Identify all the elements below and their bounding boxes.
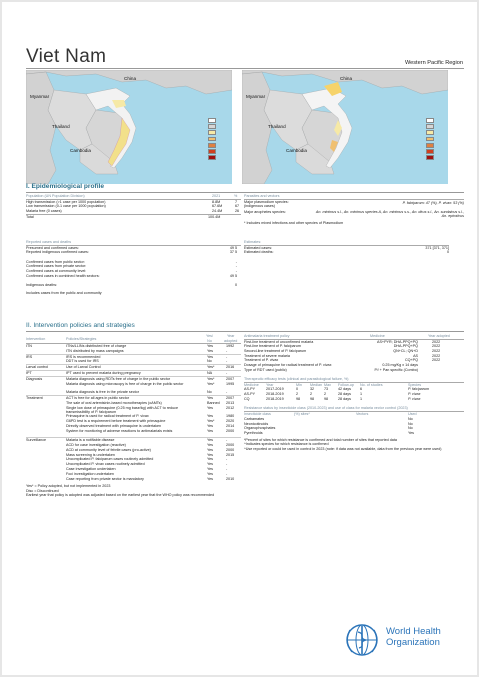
who-emblem-icon — [344, 622, 380, 658]
policy-year: 2000 — [226, 447, 235, 452]
population-value: 8.8M — [212, 199, 221, 204]
resistance-footnote: *Percent of sites for which resistance is confirmed and total number of sites that reported data — [244, 437, 397, 442]
cases-value: 49 5 — [229, 245, 237, 250]
policy-text: Malaria diagnosis is free in the private sector — [66, 390, 139, 395]
legend-swatch — [426, 143, 434, 148]
resistance-col: Insecticide class — [244, 412, 271, 417]
policies-col-yesno: Yes/ No — [206, 334, 214, 343]
policy-yesno: Yes — [207, 405, 214, 410]
efficacy-cell: 1 — [360, 391, 363, 396]
policy-yesno: No — [207, 359, 212, 364]
map-right-legend — [426, 118, 448, 161]
policy-year: 2014 — [226, 423, 235, 428]
resistance-cell: Neonicotinoids — [244, 421, 269, 426]
policy-year: 2000 — [226, 428, 235, 433]
efficacy-cell: 73 — [324, 387, 329, 392]
resistance-col: (%) sites* — [294, 412, 310, 417]
parasites-header: Parasites and vectors — [244, 194, 280, 198]
treatment-med: P.f + Pan specific (Combo) — [374, 367, 418, 372]
legend-swatch — [426, 149, 434, 154]
policy-yesno: Yes — [207, 438, 214, 443]
cases-label: Confirmed cases in combined health sectors: — [26, 273, 100, 278]
efficacy-cell: P. falciparum — [408, 387, 430, 392]
policy-group: Larval control — [26, 365, 49, 370]
legend-swatch — [426, 137, 434, 142]
cases-label: Indigenous deaths: — [26, 283, 58, 288]
policy-year: 2012 — [226, 405, 235, 410]
policy-text: System for monitoring of adverse reactions to antimalarials exists — [66, 428, 173, 433]
efficacy-col: Species — [408, 382, 422, 387]
estimates-value: 0 — [446, 250, 449, 255]
policy-text: Single low dose of primaquine (0.25 mg base/kg) with ACT to reduce transmissibility of P. falciparum — [66, 405, 179, 415]
map-left-label-thailand: Thailand — [52, 124, 70, 129]
policy-text: Malaria diagnosis using microscopy is free of charge in the public sector — [66, 381, 184, 386]
country-title: Viet Nam — [26, 46, 107, 67]
treatment-policy-table — [244, 334, 464, 451]
estimates-header: Estimates: — [244, 240, 262, 244]
policy-yesno: Yes — [207, 471, 214, 476]
resistance-col: Vectors — [356, 412, 369, 417]
policy-text: ITNs/LLINs distributed free of charge — [66, 344, 127, 348]
section-epidemiological-title: I. Epidemiological profile — [26, 183, 105, 190]
resistance-footnote: ^Use reported or could be used in control in 2023 (note: if data was not available, data from the previous year were used) — [244, 446, 442, 451]
legend-swatch — [208, 130, 216, 135]
cases-label: Confirmed cases from private sector: — [26, 264, 87, 269]
map-right-label-thailand: Thailand — [268, 124, 286, 129]
who-line2: Organization — [386, 637, 440, 648]
policy-yesno: Yes — [207, 414, 214, 419]
efficacy-cell: 32 — [310, 387, 315, 392]
policy-year: 2016 — [226, 365, 235, 370]
policy-group: Treatment — [26, 395, 43, 400]
legend-swatch — [208, 143, 216, 148]
policy-text: Mass screening is undertaken — [66, 452, 115, 457]
estimates-label: Estimated cases: — [244, 245, 273, 250]
efficacy-cell: AS-PY — [244, 387, 256, 392]
efficacy-cell: 2 — [296, 391, 299, 396]
policy-year: 2020 — [226, 418, 235, 423]
treatment-year: 2022 — [432, 344, 441, 349]
policy-yesno: Yes — [207, 462, 214, 467]
section-interventions-title: II. Intervention policies and strategies — [26, 322, 135, 329]
policy-group: IRS — [26, 354, 33, 359]
treatment-year: 2022 — [432, 349, 441, 354]
policy-yesno: Yes — [207, 348, 214, 353]
treatment-med: QN+CL; QN+D — [393, 349, 418, 354]
efficacy-cell: 98 — [310, 396, 315, 401]
policy-text: ACT is free for all ages in public sector — [66, 395, 130, 400]
policy-row — [26, 429, 241, 438]
cases-note: Includes cases from the public and community — [26, 290, 102, 295]
map-left-legend — [208, 118, 230, 161]
policy-text: IRS is recommended — [66, 354, 101, 359]
who-wordmark — [386, 626, 441, 648]
legend-swatch — [208, 118, 216, 123]
treatment-item: Dosage of primaquine for radical treatment of P. vivax — [244, 363, 332, 368]
policy-year: 1992 — [226, 344, 235, 348]
efficacy-cell: P. vivax — [408, 391, 421, 396]
legend-swatch — [208, 149, 216, 154]
population-pct: 7 — [235, 199, 238, 204]
treatment-med: AS+PYR; DHA-PPQ+PQ — [377, 339, 418, 344]
efficacy-col: Max — [324, 382, 331, 387]
policy-year: 2007 — [226, 395, 235, 400]
estimates-table — [244, 240, 449, 255]
policies-footnote: Yes* = Policy adopted, but not implemented in 2023 — [26, 484, 111, 489]
policy-yesno: Yes — [207, 395, 214, 400]
country-profile-page — [2, 2, 477, 675]
policy-text: Malaria diagnosis using RDTs free of charge in the public sector — [66, 376, 171, 381]
resistance-cell: No — [408, 426, 413, 431]
parasites-block — [244, 194, 464, 225]
treatment-year: 2022 — [432, 353, 441, 358]
policy-yesno: Yes — [207, 354, 214, 359]
anopheles-label: Major anopheles species: — [244, 209, 286, 214]
population-pct: 26 — [235, 209, 240, 214]
policy-text: Foci investigation undertaken — [66, 471, 114, 476]
treatment-item: First-line treatment of P. falciparum — [244, 344, 301, 349]
population-value: 67.6M — [212, 204, 223, 209]
policy-year: - — [226, 471, 228, 476]
policy-year: 2000 — [226, 442, 235, 447]
map-left-label-myanmar: Myanmar — [30, 94, 50, 99]
cases-value: - — [235, 264, 237, 269]
policy-yesno: Yes — [207, 466, 214, 471]
cases-value: - — [235, 259, 237, 264]
who-logo — [344, 622, 468, 658]
treatment-item: Type of RDT used (public) — [244, 367, 287, 372]
map-left — [26, 70, 232, 184]
policy-yesno: Yes — [207, 423, 214, 428]
map-right-label-cambodia: Cambodia — [286, 148, 307, 153]
policies-col-year: Year adopted — [224, 334, 238, 343]
efficacy-cell: 2018-2019 — [266, 391, 284, 396]
reported-cases-header: Reported cases and deaths — [26, 240, 72, 244]
population-pct-col: % — [234, 194, 238, 198]
efficacy-cell: CQ — [244, 396, 250, 401]
treatment-year: 2022 — [432, 339, 441, 344]
policy-text: Primaquine is used for radical treatment of P. vivax — [66, 414, 149, 419]
resistance-cell: Organophosphates — [244, 426, 276, 431]
policy-yesno: Yes* — [207, 418, 215, 423]
population-header: Population (UN Population Division) — [26, 194, 85, 198]
efficacy-col: Min — [296, 382, 302, 387]
efficacy-cell: 2 — [324, 391, 327, 396]
policy-yesno: Yes — [207, 452, 214, 457]
region-label: Western Pacific Region — [404, 60, 463, 66]
efficacy-cell: 6 — [360, 387, 363, 392]
who-line1: World Health — [386, 626, 441, 637]
policy-year: - — [226, 390, 228, 395]
policy-row — [26, 406, 241, 415]
legend-swatch — [208, 137, 216, 142]
parasites-note: * Includes mixed infections and other species of Plasmodium — [244, 220, 344, 225]
treatment-med: AS — [413, 353, 418, 358]
policy-text: Case reporting from private sector is mandatory — [66, 476, 144, 481]
policy-year: - — [226, 457, 228, 462]
policy-year: - — [226, 462, 228, 467]
policy-group: ITN — [26, 344, 32, 348]
section2-divider — [26, 331, 464, 332]
header-divider — [26, 68, 464, 69]
map-left-label-china: China — [124, 76, 137, 81]
legend-swatch — [426, 118, 434, 123]
population-year-col: 2021 — [212, 194, 221, 198]
population-table — [26, 194, 241, 219]
map-right — [242, 70, 448, 184]
efficacy-cell: 98 — [296, 396, 301, 401]
policies-col-intervention: Intervention — [26, 337, 46, 341]
efficacy-col: Median — [310, 382, 323, 387]
legend-swatch — [426, 155, 434, 160]
efficacy-cell: 1 — [360, 396, 363, 401]
efficacy-cell: 42 days — [338, 387, 351, 392]
policy-group: Diagnosis — [26, 376, 43, 381]
policy-text: Uncomplicated P. falciparum cases routinely admitted — [66, 457, 154, 462]
treatment-item: Treatment of severe malaria — [244, 353, 290, 358]
policy-group: IPT — [26, 370, 32, 375]
policies-col-policies: Policies/Strategies — [66, 337, 97, 341]
policy-row — [26, 477, 241, 482]
efficacy-cell: 98 — [324, 396, 329, 401]
policy-year: - — [226, 348, 228, 353]
policy-text: ACD at community level of febrile cases (pro-active) — [66, 447, 151, 452]
policy-year: 2007 — [226, 376, 235, 381]
policies-footnote: Earliest year that policy is adopted was adjusted based on the earliest year that the WHO policy was recommended — [26, 493, 215, 498]
reported-cases-table — [26, 240, 241, 295]
treatment-item: Second-line treatment of P. falciparum — [244, 349, 307, 354]
policy-year: - — [226, 466, 228, 471]
efficacy-cell: P. vivax — [408, 396, 421, 401]
efficacy-cell: 2017-2019 — [266, 387, 284, 392]
policy-rows — [26, 344, 241, 481]
major-species-label: Major plasmodium species: (indigenous cases) — [244, 199, 289, 209]
efficacy-title: Therapeutic efficacy tests (clinical and parasitological failure, %) — [244, 377, 464, 383]
efficacy-cell: 28 days — [338, 396, 351, 401]
resistance-cell: Pyrethroids — [244, 431, 263, 435]
population-label: High transmission (>1 case per 1000 population) — [26, 199, 106, 204]
cases-label: Confirmed cases at community level: — [26, 269, 87, 274]
estimates-label: Estimated deaths: — [244, 250, 274, 255]
policies-footnote: Disc = Discontinued — [26, 488, 59, 493]
population-pct: 67 — [235, 204, 240, 209]
policy-yesno: Yes* — [207, 376, 215, 381]
policy-text: DDT is used for IRS — [66, 359, 99, 364]
policy-row — [26, 382, 241, 391]
policies-table — [26, 334, 241, 498]
policy-yesno: Yes — [207, 447, 214, 452]
efficacy-rows — [244, 383, 464, 402]
policy-year: - — [226, 359, 228, 364]
policy-text: Use of Larval Control — [66, 365, 101, 370]
efficacy-col: Medicine — [244, 382, 259, 387]
resistance-cell: Carbamates — [244, 416, 265, 421]
population-label: Low transmission (0-1 case per 1000 population) — [26, 204, 106, 209]
legend-swatch — [426, 130, 434, 135]
policy-yesno: Banned — [207, 400, 220, 405]
resistance-title: Resistance status by insecticide class (2010-2023) and use of class for malaria vector control (2023) — [244, 406, 464, 412]
treatment-med: CQ+PQ — [404, 358, 418, 363]
treatment-col-item: Antimalaria treatment policy — [244, 334, 290, 338]
treatment-col-year: Year adopted — [428, 334, 450, 338]
policy-group: Surveillance — [26, 438, 47, 443]
population-label: Malaria free (0 cases) — [26, 209, 62, 214]
cases-value: 49 5 — [229, 273, 237, 278]
policy-yesno: Yes* — [207, 381, 215, 386]
policy-text: The sale of oral artemisinin-based monotherapies (oAMTs) — [66, 400, 162, 405]
resistance-row — [244, 431, 464, 436]
treatment-item: First-line treatment of unconfirmed malaria — [244, 339, 314, 344]
cases-label: Presumed and confirmed cases: — [26, 245, 79, 250]
population-value: 24.4M — [212, 209, 223, 214]
policy-yesno: Yes* — [207, 365, 215, 370]
cases-label: Reported indigenous confirmed cases: — [26, 250, 89, 255]
policy-text: G6PD test is a requirement before treatment with primaquine — [66, 418, 166, 423]
policy-year: - — [226, 370, 228, 375]
policy-text: Directly observed treatment with primaquine is undertaken — [66, 423, 162, 428]
population-label: Total — [26, 214, 34, 219]
resistance-col: Used — [408, 412, 417, 417]
legend-swatch — [208, 124, 216, 129]
resistance-rows — [244, 412, 464, 435]
policy-year: 2013 — [226, 400, 235, 405]
policy-text: ACD for case investigation (reactive) — [66, 442, 126, 447]
efficacy-row — [244, 397, 464, 402]
policy-year: - — [226, 438, 228, 443]
policy-text: Uncomplicated P. vivax cases routinely admitted — [66, 462, 145, 467]
policy-yesno: NA — [207, 370, 213, 375]
estimates-value: 371 [371, 371] — [425, 245, 449, 250]
policy-text: Case investigation undertaken — [66, 466, 116, 471]
legend-swatch — [208, 155, 216, 160]
policy-year: 2015 — [226, 452, 235, 457]
treatment-col-med: Medicine — [370, 334, 385, 338]
efficacy-cell: 0 — [296, 387, 299, 392]
treatment-row — [244, 368, 464, 373]
map-right-label-myanmar: Myanmar — [246, 94, 266, 99]
policy-yesno: No — [207, 390, 212, 395]
policy-year: - — [226, 354, 228, 359]
resistance-footnote: ^Indicates species for which resistance is confirmed — [244, 442, 329, 447]
policy-yesno: Yes — [207, 428, 214, 433]
efficacy-cell: 28 days — [338, 391, 351, 396]
treatment-year: 2022 — [432, 358, 441, 363]
map-right-label-china: China — [340, 76, 353, 81]
treatment-med: 0.25 mg/Kg x 14 days — [382, 363, 418, 368]
efficacy-cell: 2018-2019 — [266, 396, 284, 401]
resistance-cell: No — [408, 416, 413, 421]
efficacy-col: Follow-up — [338, 382, 354, 387]
cases-value: 37 5 — [229, 250, 237, 255]
population-value: 100.4M — [208, 214, 221, 219]
policy-year: 2010 — [226, 476, 235, 481]
efficacy-cell: AS-PY — [244, 391, 256, 396]
efficacy-col: No. of studies — [360, 382, 383, 387]
treatment-item: Treatment of P. vivax — [244, 358, 279, 363]
anopheles-value: An. minimus s.l., An. minimus species A, An. minimus s.s., An. dirus s.l., An. sundaicus s.l., An. epiroticus — [315, 209, 464, 219]
legend-swatch — [426, 124, 434, 129]
policy-yesno: Yes — [207, 457, 214, 462]
resistance-cell: No — [408, 421, 413, 426]
map-left-label-cambodia: Cambodia — [70, 148, 91, 153]
treatment-rows — [244, 340, 464, 373]
major-species-value: P. falciparum: 47 (%), P. vivax: 53 (%) — [402, 200, 464, 205]
policy-text: ITN distributed by mass campaigns — [66, 348, 124, 353]
resistance-cell: Yes — [408, 431, 415, 435]
efficacy-cell: 2 — [310, 391, 313, 396]
cases-value: - — [235, 269, 237, 274]
treatment-med: DHA-PPQ+PQ — [393, 344, 418, 349]
cases-label: Confirmed cases from public sector: — [26, 259, 85, 264]
policy-text: IPT used to prevent malaria during pregnancy — [66, 370, 141, 375]
policy-yesno: Yes — [207, 476, 214, 481]
section1-divider — [26, 192, 464, 193]
efficacy-col: Year — [266, 382, 274, 387]
cases-value: 0 — [234, 283, 237, 288]
policy-year: 1995 — [226, 381, 235, 386]
policy-yesno: Yes — [207, 442, 214, 447]
policy-yesno: Yes — [207, 344, 214, 348]
policy-year: 1980 — [226, 414, 235, 419]
policy-text: Malaria is a notifiable disease — [66, 438, 115, 443]
